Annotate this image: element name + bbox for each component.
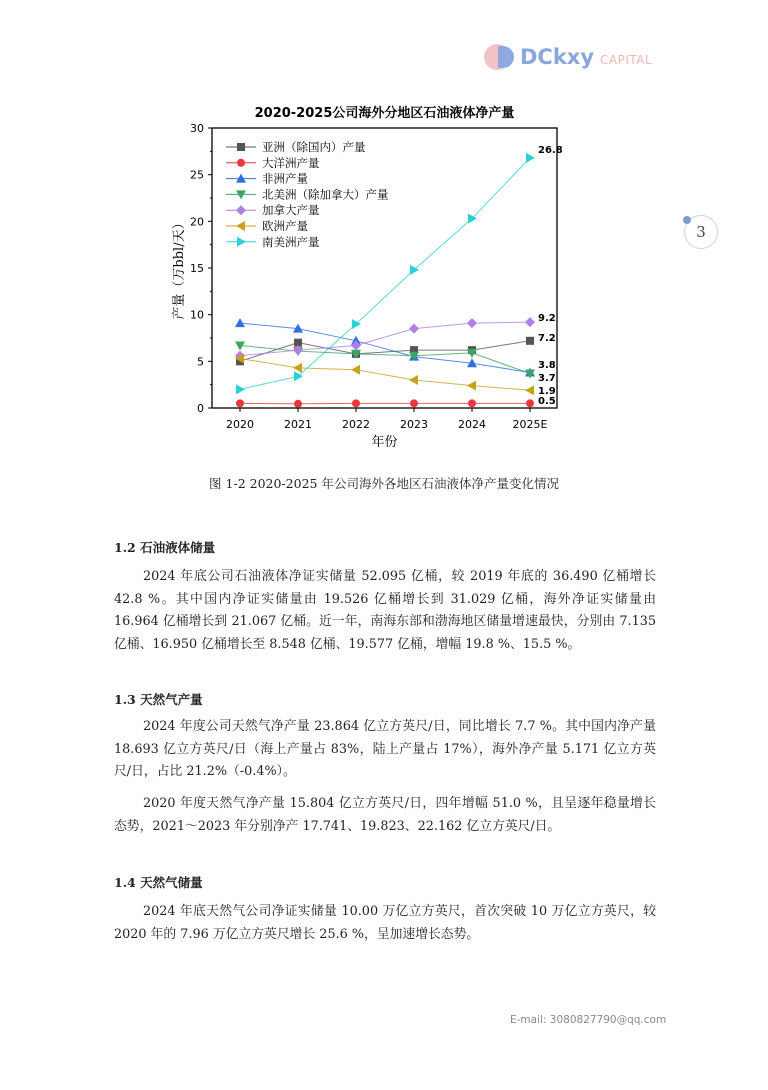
series-line [240, 359, 530, 391]
data-point [236, 384, 245, 394]
series-line [240, 345, 530, 373]
data-point [293, 363, 302, 373]
data-point [410, 399, 418, 407]
x-tick-label: 2023 [400, 418, 428, 431]
y-tick-label: 20 [190, 215, 204, 229]
paragraph: 2024 年底公司石油液体净证实储量 52.095 亿桶，较 2019 年底的 36.490 亿桶增长 42.8 %。其中国内净证实储量由 19.526 亿桶增长到 31.029 亿桶，海外净证实储量由 16.964 亿桶增长到 21.067 亿桶。近一年，南海东部和渤海地区储量增速最快，分别由 7.135 亿桶、16.950 亿桶增长至 8.548 亿桶、19.577 亿桶，增幅 19.8 %、15.5 %。 [114, 569, 656, 652]
x-tick-label: 2020 [226, 418, 254, 431]
data-point [236, 399, 244, 407]
paragraph: 2020 年度天然气净产量 15.804 亿立方英尺/日，四年增幅 51.0 %，且呈逐年稳量增长态势，2021～2023 年分别净产 17.741、19.823、22.162 亿立方英尺/日。 [114, 796, 656, 834]
data-point [467, 381, 476, 391]
x-tick-label: 2022 [342, 418, 370, 431]
data-point [526, 337, 534, 345]
y-tick-label: 30 [190, 122, 204, 135]
data-label: 3.8 [538, 360, 556, 371]
y-tick-label: 25 [190, 168, 204, 182]
y-tick-label: 5 [197, 355, 204, 369]
legend-label: 南美洲产量 [262, 234, 320, 249]
data-label: 1.9 [538, 386, 556, 397]
x-tick-label: 2021 [284, 418, 312, 431]
data-point [294, 400, 302, 408]
legend-label: 非洲产量 [262, 171, 308, 186]
legend-marker [236, 221, 245, 231]
y-tick-label: 15 [190, 262, 204, 275]
legend-label: 亚洲（除国内）产量 [262, 140, 366, 154]
y-tick-label: 0 [197, 402, 204, 415]
x-tick-label: 2025E [512, 418, 548, 431]
chart-title: 2020-2025公司海外分地区石油液体净产量 [254, 106, 515, 121]
data-label: 7.2 [538, 333, 556, 344]
data-point [468, 399, 476, 407]
data-point [409, 324, 419, 334]
legend-label: 加拿大产量 [262, 203, 320, 218]
data-point [525, 385, 534, 395]
data-point [235, 318, 245, 327]
legend-label: 北美洲（除加拿大）产量 [262, 187, 389, 202]
footer-email: E-mail: 3080827790@qq.com [510, 1014, 667, 1026]
data-point [525, 317, 535, 327]
paragraph: 2024 年底天然气公司净证实储量 10.00 万亿立方英尺，首次突破 10 万亿立方英尺，较 2020 年的 7.96 万亿立方英尺增长 25.6 %，呈加速增长态势。 [114, 904, 656, 942]
legend-marker [237, 237, 246, 247]
x-axis-label: 年份 [371, 435, 398, 450]
page-number-text: 3 [696, 223, 706, 241]
legend-marker [236, 205, 246, 215]
legend-label: 欧洲产量 [262, 219, 308, 233]
section-heading: 1.3 天然气产量 [114, 692, 203, 707]
logo-suffix: CAPITAL [600, 53, 653, 67]
oil-production-chart [0, 0, 768, 470]
data-point [409, 375, 418, 385]
data-label: 3.7 [538, 373, 556, 384]
section-heading: 1.4 天然气储量 [114, 875, 203, 890]
data-label: 26.8 [538, 145, 563, 156]
paragraph: 2024 年度公司天然气净产量 23.864 亿立方英尺/日，同比增长 7.7 %。其中国内净产量 18.693 亿立方英尺/日（海上产量占 83%，陆上产量占 17%），海外净产量 5.171 亿立方英尺/日，占比 21.2%（-0.4%）。 [114, 719, 656, 779]
figure-caption: 图 1-2 2020-2025 年公司海外各地区石油液体净产量变化情况 [209, 476, 559, 491]
legend-marker [237, 143, 245, 151]
section-heading: 1.2 石油液体储量 [114, 540, 216, 555]
data-point [351, 365, 360, 375]
y-axis-label: 产量（万bbl/天） [172, 216, 187, 320]
legend-label: 大洋洲产量 [262, 155, 320, 170]
plot-frame [212, 128, 557, 408]
data-point [526, 399, 534, 407]
data-label: 0.5 [538, 396, 556, 407]
logo-brand: DCkxy [520, 45, 595, 69]
data-point [352, 399, 360, 407]
data-point [467, 318, 477, 328]
legend-marker [237, 159, 245, 167]
y-tick-label: 10 [190, 308, 204, 322]
data-point [526, 153, 535, 163]
data-label: 9.2 [538, 313, 556, 324]
x-tick-label: 2024 [458, 418, 486, 431]
